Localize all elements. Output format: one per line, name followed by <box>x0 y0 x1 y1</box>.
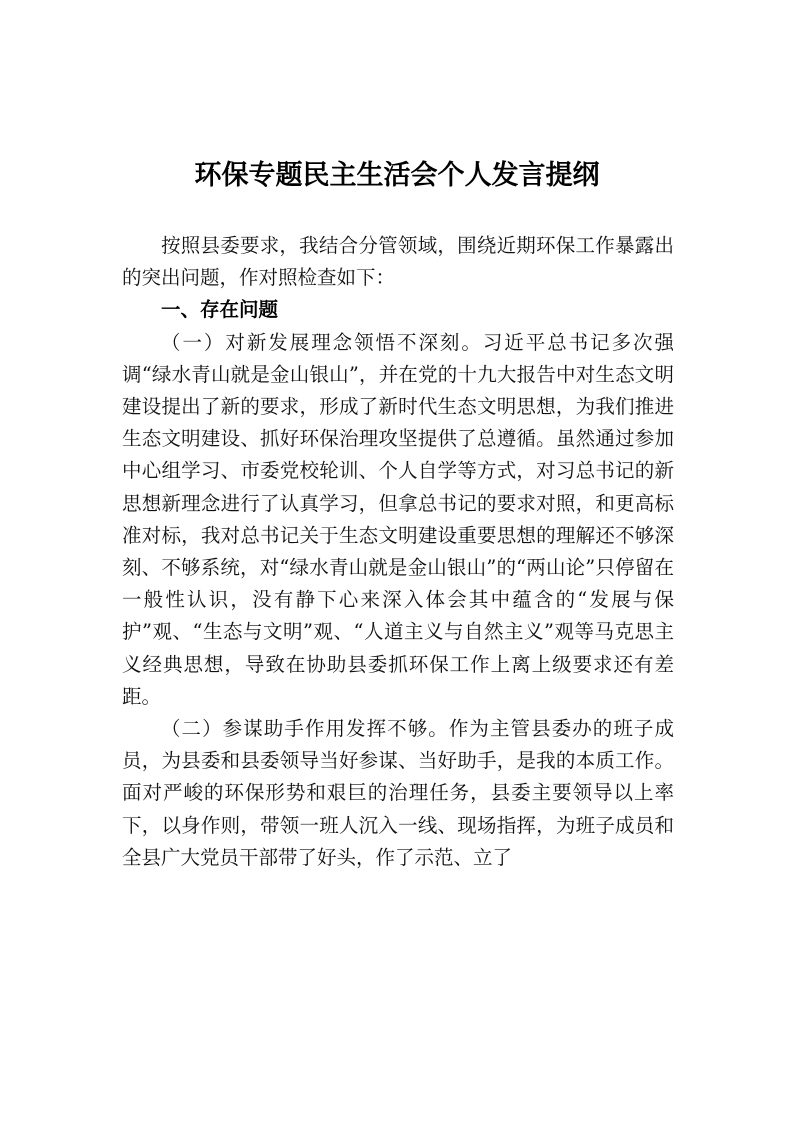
document-title: 环保专题民主生活会个人发言提纲 <box>194 160 600 191</box>
intro-paragraph: 按照县委要求，我结合分管领域，围绕近期环保工作暴露出的突出问题，作对照检查如下： <box>122 234 674 290</box>
document-body <box>122 230 674 874</box>
paragraph-1: （一）对新发展理念领悟不深刻。习近平总书记多次强调“绿水青山就是金山银山”，并在党的十九大报告中对生态文明建设提出了新的要求，形成了新时代生态文明思想，为我们推进生态文明建设、抓好环保治理攻坚提供了总遵循。虽然通过参加中心组学习、市委党校轮训、个人自学等方式，对习总书记的新思想新理念进行了认真学习，但拿总书记的要求对照，和更高标准对标，我对总书记关于生态文明建设重要思想的理解还不够深刻、不够系统，对“绿水青山就是金山银山”的“两山论”只停留在一般性认识，没有静下心来深入体会其中蕴含的“发展与保护”观、“生态与文明”观、“人道主义与自然主义”观等马克思主义经典思想，导致在协助县委抓环保工作上离上级要求还有差距。 <box>122 330 674 708</box>
section-heading-problems: 一、存在问题 <box>161 298 279 322</box>
paragraph-2: （二）参谋助手作用发挥不够。作为主管县委办的班子成员，为县委和县委领导当好参谋、当好助手，是我的本质工作。面对严峻的环保形势和艰巨的治理任务，县委主要领导以上率下，以身作则，带领一班人沉入一线、现场指挥，为班子成员和全县广大党员干部带了好头，作了示范、立了 <box>122 717 674 869</box>
